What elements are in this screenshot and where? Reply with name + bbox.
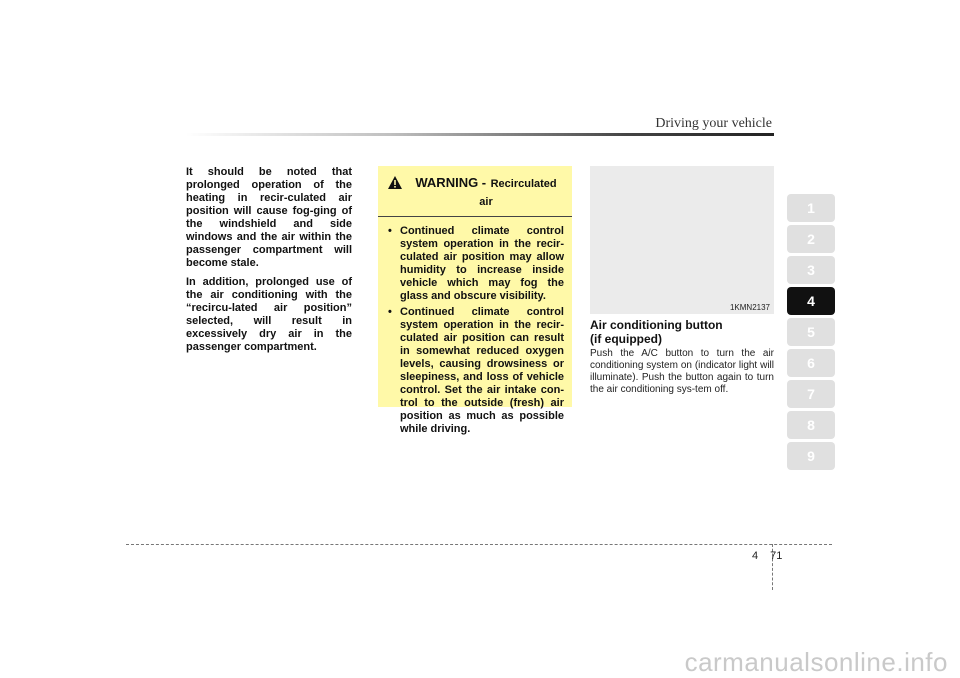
warning-title: WARNING - [415,175,487,190]
footer-rule [126,544,832,545]
warning-triangle-icon [388,176,402,189]
chapter-tab-4[interactable]: 4 [787,287,835,315]
header-rule [186,133,774,136]
figure-placeholder [590,166,774,314]
warning-header [388,174,564,210]
chapter-tab-7[interactable]: 7 [787,380,835,408]
section-title: Air conditioning button (if equipped) [590,318,723,346]
chapter-tab-6[interactable]: 6 [787,349,835,377]
bullet-icon: • [388,225,392,237]
page-header-title: Driving your vehicle [655,116,772,131]
chapter-tab-1[interactable]: 1 [787,194,835,222]
page-num: 71 [770,550,783,562]
chapter-tab-3[interactable]: 3 [787,256,835,284]
page-chapter: 4 [752,550,759,562]
chapter-tab-5[interactable]: 5 [787,318,835,346]
section-body: Push the A/C button to turn the air conditioning system on (indicator light will illuminate). Push the button again to turn the air conditioning sys-tem off. [590,348,774,395]
paragraph: It should be noted that prolonged operation of the heating in recir-culated air position will cause fog-ging of the windshield and side windows and the air within the passenger compartment will become stale. [186,166,352,269]
figure-id: 1KMN2137 [729,303,770,312]
bullet-icon: • [388,306,392,318]
warning-item: • Continued climate control system operation in the recir-culated air position may allow humidity to increase inside vehicle which may fog the glass and obscure visibility. [388,225,564,302]
warning-subtitle-cont: air [479,196,493,208]
left-column-text [186,166,352,360]
chapter-tabs [787,194,835,473]
paragraph: In addition, prolonged use of the air conditioning with the “recircu-lated air position” selected, will result in excessively dry air in the passenger compartment. [186,276,352,353]
warning-box [378,166,572,435]
chapter-tab-2[interactable]: 2 [787,225,835,253]
chapter-tab-8[interactable]: 8 [787,411,835,439]
page-number [752,550,782,562]
warning-subtitle: Recirculated [490,178,557,190]
watermark: carmanualsonline.info [684,647,948,677]
warning-list [388,225,564,436]
chapter-tab-9[interactable]: 9 [787,442,835,470]
warning-divider [378,216,572,217]
warning-item: • Continued climate control system operation in the recir-culated air position can result in somewhat reduced oxygen levels, causing drowsiness or sleepiness, and loss of vehicle control. Set the air intake con-trol to the outside (fresh) air position as much as possible while driving. [388,306,564,435]
